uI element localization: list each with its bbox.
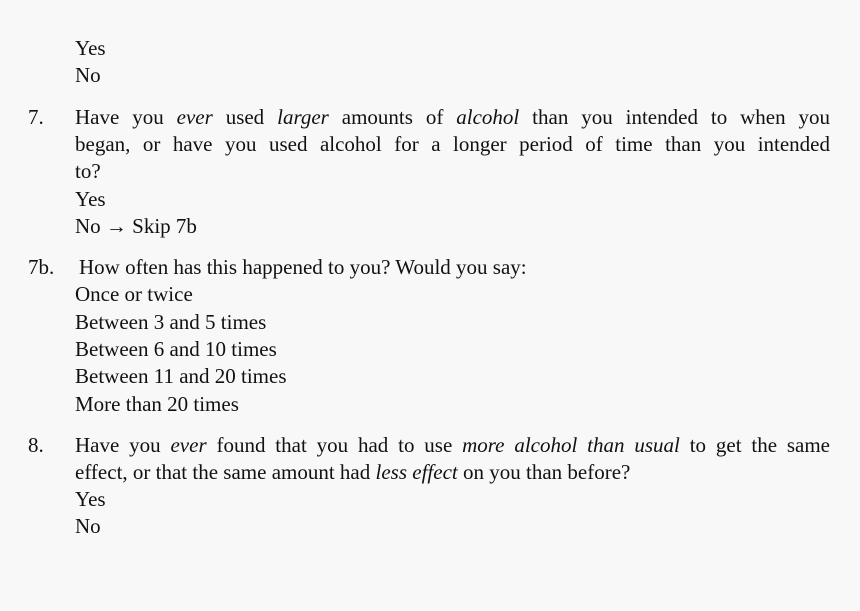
question-number-7b: 7b. bbox=[28, 255, 55, 279]
question-7b-text: How often has this happened to you? Would you say: bbox=[79, 255, 527, 279]
question-7-line-2: began, or have you used alcohol for a longer period of time than you intended bbox=[75, 132, 830, 156]
question-8-option-yes: Yes bbox=[75, 487, 106, 511]
question-7-option-yes: Yes bbox=[75, 187, 106, 211]
question-7b-option-2: Between 3 and 5 times bbox=[75, 310, 267, 334]
question-8-line-2: effect, or that the same amount had less effect on you than before? bbox=[75, 460, 631, 484]
question-number-8: 8. bbox=[28, 433, 44, 457]
question-7b-option-4: Between 11 and 20 times bbox=[75, 364, 287, 388]
question-7-line-3: to? bbox=[75, 159, 101, 183]
option-yes: Yes bbox=[75, 36, 106, 60]
option-no: No bbox=[75, 63, 101, 87]
question-8-line-1: Have you ever found that you had to use more alcohol than usual to get the same bbox=[75, 433, 831, 457]
question-7b-option-3: Between 6 and 10 times bbox=[75, 337, 277, 361]
question-number-7: 7. bbox=[28, 105, 44, 129]
question-7-text bbox=[75, 104, 830, 185]
question-8-option-no: No bbox=[75, 514, 101, 538]
question-7-line-1: Have you ever used larger amounts of alcohol than you intended to when you bbox=[75, 105, 831, 129]
question-8-text bbox=[75, 432, 830, 486]
question-7-option-no-skip: No → Skip 7b bbox=[75, 214, 197, 238]
question-7b-option-5: More than 20 times bbox=[75, 392, 239, 416]
question-7b-option-1: Once or twice bbox=[75, 282, 193, 306]
